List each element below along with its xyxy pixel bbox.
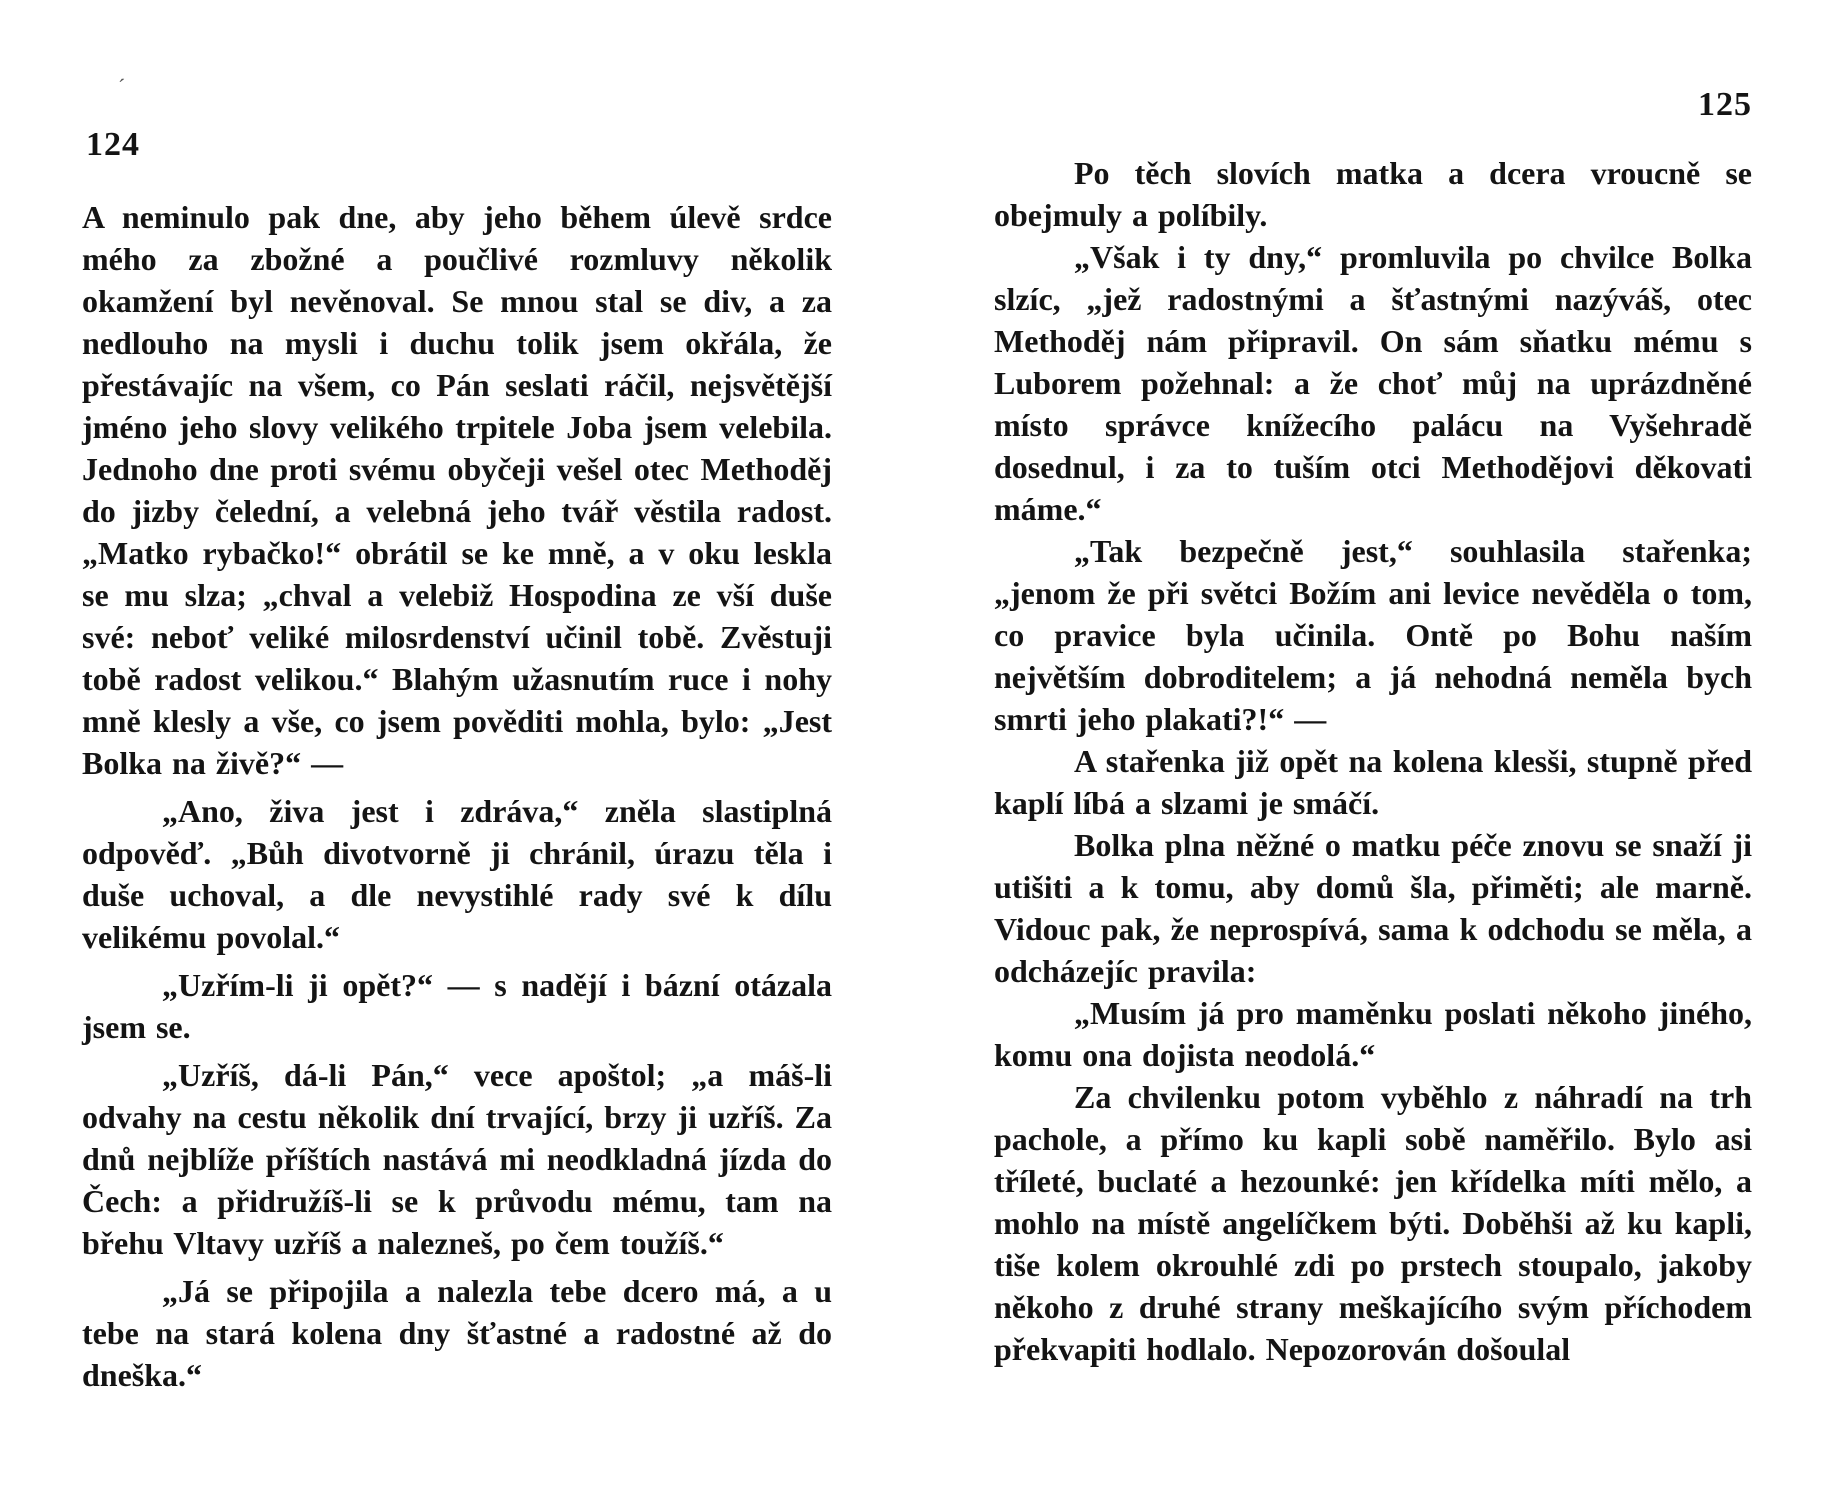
paragraph: „Musím já pro maměnku poslati někoho jiného, komu ona dojista neodolá.“: [994, 995, 1752, 1073]
paragraph: „Ano, živa jest i zdráva,“ zněla slastiplná odpověď. „Bůh divotvorně ji chránil, úrazu těla i duše uchoval, a dle nevystihlé rady své k dílu velikému povolal.“: [82, 793, 832, 955]
paragraph: A neminulo pak dne, aby jeho během úlevě srdce mého za zbožné a poučlivé rozmluvy několik okamžení byl nevěnoval. Se mnou stal se div, a za nedlouho na mysli i duchu tolik jsem okřála, že přestávajíc na všem, co Pán seslati ráčil, nejsvětější jméno jeho slovy velikého trpitele Joba jsem velebila. Jednoho dne proti svému obyčeji vešel otec Methoděj do jizby čelední, a velebná jeho tvář věstila radost. „Matko rybačko!“ obrátil se ke mně, a v oku leskla se mu slza; „chval a velebiž Hospodina ze vší duše své: neboť veliké milosrdenství učinil tobě. Zvěstuji tobě radost velikou.“ Blahým užasnutím ruce i nohy mně klesly a vše, co jsem pověditi mohla, bylo: „Jest Bolka na živě?“ —: [82, 199, 832, 781]
paragraph: „Tak bezpečně jest,“ souhlasila stařenka; „jenom že při světci Božím ani levice nevěděla o tom, co pravice byla učinila. Ontě po Bohu naším největším dobroditelem; a já nehodná neměla bych smrti jeho plakati?!“ —: [994, 533, 1752, 737]
paragraph: „Uzříš, dá-li Pán,“ vece apoštol; „a máš-li odvahy na cestu několik dní trvající, brzy ji uzříš. Za dnů nejblíže příštích nastává mi neodkladná jízda do Čech: a přidružíš-li se k průvodu mému, tam na břehu Vltavy uzříš a nalezneš, po čem toužíš.“: [82, 1057, 832, 1261]
paragraph: Bolka plna něžné o matku péče znovu se snaží ji utišiti a k tomu, aby domů šla, přiměti; ale marně. Vidouc pak, že neprospívá, sama k odchodu se měla, a odcházejíc pravila:: [994, 827, 1752, 989]
paragraph: Za chvilenku potom vyběhlo z náhradí na trh pachole, a přímo ku kapli sobě naměřilo. Bylo asi tříleté, buclaté a hezounké: jen křídelka míti mělo, a mohlo na místě angelíčkem býti. Doběhši až ku kapli, tiše kolem okrouhlé zdi po prstech stoupalo, jakoby někoho z druhé strany meškajícího svým příchodem překvapiti hodlalo. Nepozorován došoulal: [994, 1079, 1752, 1367]
stray-ink-mark: ´: [118, 74, 126, 99]
right-page: [912, 0, 1824, 1500]
paragraph: Po těch slovích matka a dcera vroucně se obejmuly a políbily.: [994, 155, 1752, 233]
left-page: [0, 0, 900, 1500]
left-text-column: [82, 196, 832, 1396]
page-number-left: 124: [86, 126, 140, 163]
page-number-right: 125: [1698, 86, 1752, 123]
right-text-column: [994, 152, 1752, 1370]
paragraph: „Já se připojila a nalezla tebe dcero má, a u tebe na stará kolena dny šťastné a radostné až do dneška.“: [82, 1273, 832, 1393]
paragraph: A stařenka již opět na kolena klesši, stupně před kaplí líbá a slzami je smáčí.: [994, 743, 1752, 821]
paragraph: „Uzřím-li ji opět?“ — s nadějí i bázní otázala jsem se.: [82, 967, 832, 1045]
paragraph: „Však i ty dny,“ promluvila po chvilce Bolka slzíc, „jež radostnými a šťastnými nazýváš, otec Methoděj nám připravil. On sám sňatku mému s Luborem požehnal: a že choť můj na uprázdněné místo správce knížecího palácu na Vyšehradě dosednul, i za to tuším otci Methodějovi děkovati máme.“: [994, 239, 1752, 527]
